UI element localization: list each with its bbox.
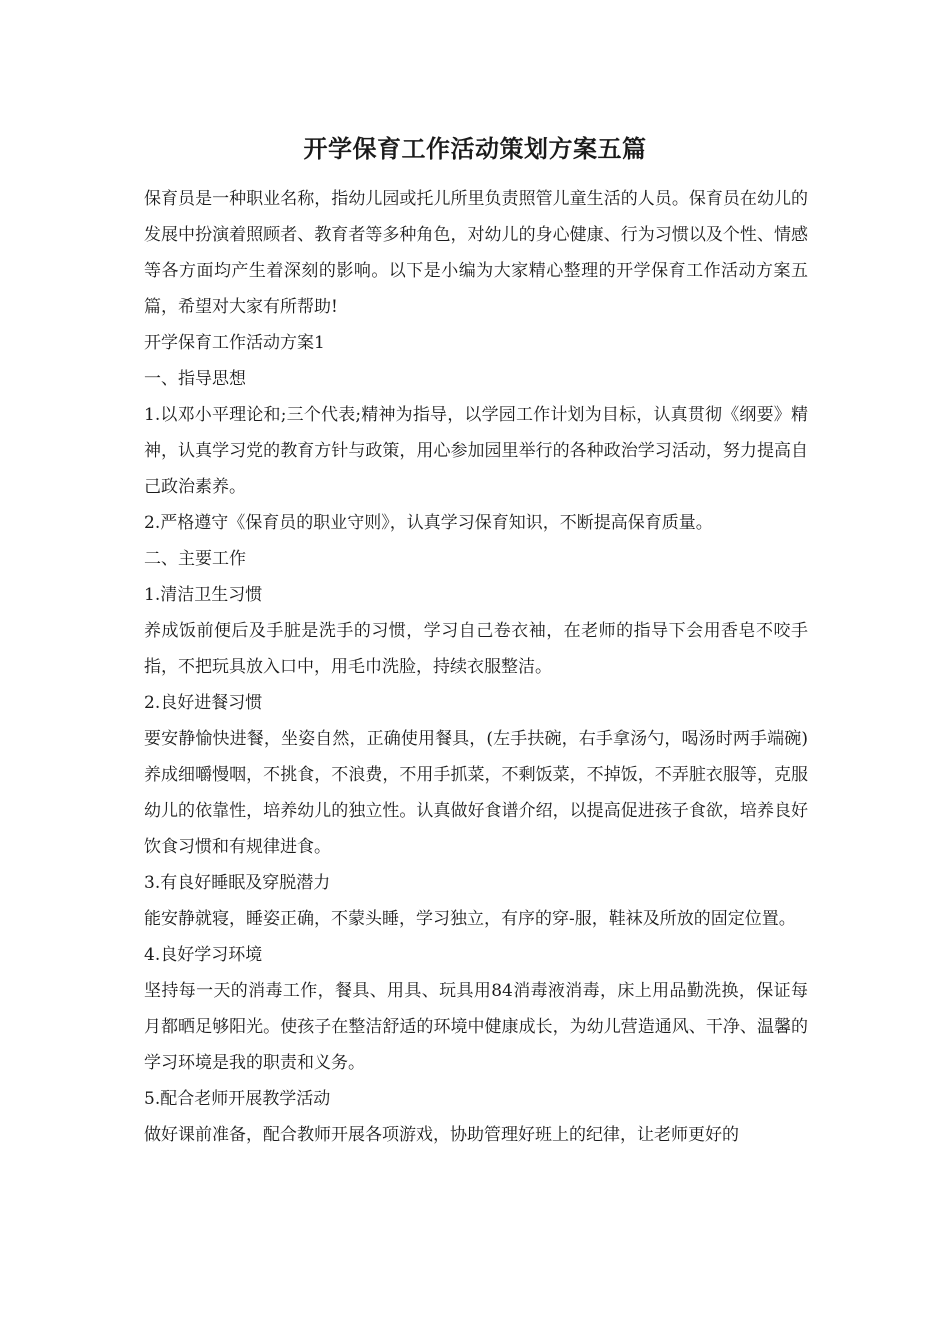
document-title: 开学保育工作活动策划方案五篇 bbox=[303, 134, 647, 163]
paragraph-teaching-support: 做好课前准备，配合教师开展各项游戏，协助管理好班上的纪律，让老师更好的 bbox=[144, 1125, 739, 1145]
section-heading-plan-1: 开学保育工作活动方案1 bbox=[144, 333, 325, 353]
paragraph-item-1: 1.以邓小平理论和;三个代表;精神为指导，以学园工作计划为目标，认真贯彻《纲要》精神，认真学习党的教育方针与政策，用心参加园里举行的各种政治学习活动，努力提高自己政治素养。 bbox=[144, 405, 808, 497]
section-heading-guiding-ideology: 一、指导思想 bbox=[144, 369, 246, 389]
subheading-learning-environment: 4.良好学习环境 bbox=[144, 945, 263, 965]
paragraph-hygiene-habits: 养成饭前便后及手脏是洗手的习惯，学习自己卷衣袖，在老师的指导下会用香皂不咬手指，不把玩具放入口中，用毛巾洗脸，持续衣服整洁。 bbox=[144, 621, 808, 677]
paragraph-learning-environment: 坚持每一天的消毒工作，餐具、用具、玩具用84消毒液消毒，床上用品勤洗换，保证每月都晒足够阳光。使孩子在整洁舒适的环境中健康成长，为幼儿营造通风、干净、温馨的学习环境是我的职责和义务。 bbox=[144, 981, 808, 1073]
paragraph-intro: 保育员是一种职业名称，指幼儿园或托儿所里负责照管儿童生活的人员。保育员在幼儿的发展中扮演着照顾者、教育者等多种角色，对幼儿的身心健康、行为习惯以及个性、情感等各方面均产生着深刻的影响。以下是小编为大家精心整理的开学保育工作活动方案五篇，希望对大家有所帮助! bbox=[144, 189, 808, 317]
subheading-eating-habits: 2.良好进餐习惯 bbox=[144, 693, 263, 713]
subheading-teaching-support: 5.配合老师开展教学活动 bbox=[144, 1089, 331, 1109]
document-body bbox=[144, 181, 808, 1153]
section-heading-main-work: 二、主要工作 bbox=[144, 549, 246, 569]
subheading-sleep-dressing: 3.有良好睡眠及穿脱潜力 bbox=[144, 873, 331, 893]
subheading-hygiene-habits: 1.清洁卫生习惯 bbox=[144, 585, 263, 605]
paragraph-sleep-dressing: 能安静就寝，睡姿正确，不蒙头睡，学习独立，有序的穿-服，鞋袜及所放的固定位置。 bbox=[144, 909, 796, 929]
paragraph-eating-habits: 要安静愉快进餐，坐姿自然，正确使用餐具，(左手扶碗，右手拿汤勺，喝汤时两手端碗)养成细嚼慢咽，不挑食，不浪费，不用手抓菜，不剩饭菜，不掉饭，不弄脏衣服等，克服幼儿的依靠性，培养幼儿的独立性。认真做好食谱介绍，以提高促进孩子食欲，培养良好饮食习惯和有规律进食。 bbox=[144, 729, 808, 857]
paragraph-item-2: 2.严格遵守《保育员的职业守则》，认真学习保育知识，不断提高保育质量。 bbox=[144, 513, 713, 533]
